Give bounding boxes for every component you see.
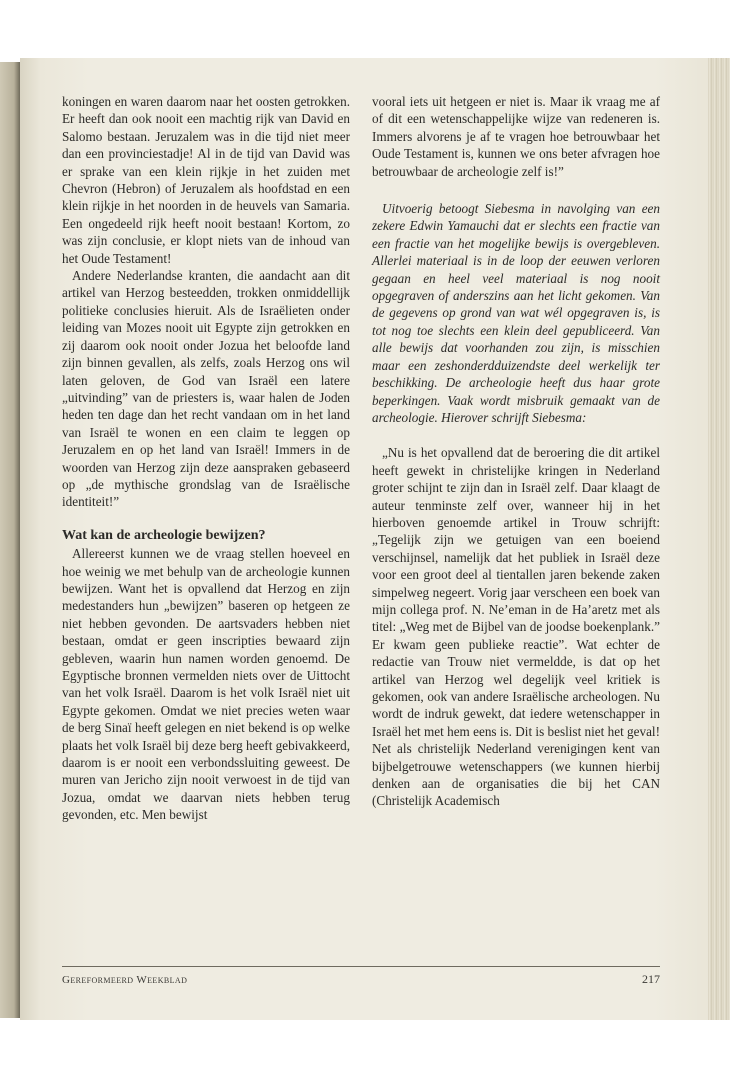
right-column: [372, 93, 660, 810]
section-heading: Wat kan de archeologie bewijzen?: [62, 527, 266, 543]
previous-page-edge: [0, 62, 20, 1018]
italic-paragraph: Uitvoerig betoogt Siebesma in navolging van een zekere Edwin Yamauchi dat er slechts een fractie van een fractie van het mogelijke bewijs is overgebleven. Allerlei materiaal is in de loop der eeuwen verloren gegaan en heel veel materiaal is nog nooit opgegraven of anderszins aan het licht gekomen. Van de gegevens op grond van wat wél opgegraven is, is tot nog toe slechts een klein deel gepubliceerd. Van alle bewijs dat voorhanden zou zijn, is misschien maar een zeshonderdduizendste deel werkelijk ter beschikking. De archeologie heeft dus haar grote beperkingen. Vaak wordt misbruik gemaakt van de archeologie. Hierover schrijft Siebesma:: [372, 201, 660, 425]
page-stack-edge: [708, 58, 730, 1020]
publication-title: Gereformeerd Weekblad: [62, 974, 188, 986]
paragraph: koningen en waren daarom naar het oosten getrokken. Er heeft dan ook nooit een machtig rijk van David en Salomo bestaan. Jeruzalem was in die tijd niet meer dan een provinciestadje! Al in de tijd van David was er sprake van een klein rijkje in het zuiden met Chevron (Hebron) of Jeruzalem als hoofdstad en een klein rijkje in het noorden in de heuvels van Samaria. Een ongedeeld rijk heeft nooit bestaan! Kortom, zo was zijn conclusie, er klopt niets van de inhoud van het Oude Testament!: [62, 94, 350, 266]
footer-divider: [62, 966, 660, 967]
paragraph: Allereerst kunnen we de vraag stellen hoeveel en hoe weinig we met behulp van de archeologie kunnen bewijzen. Want het is opvallend dat Herzog en zijn medestanders hun „bewijzen” baseren op hetgeen ze niet hebben gevonden. De aartsvaders hebben niet bestaan, omdat er geen inscripties bewaard zijn gebleven, waarin hun namen worden genoemd. De Egyptische bronnen vermelden niets over de Uittocht van het volk Israël. Daarom is het volk Israël niet uit Egypte gekomen. Omdat we niet precies weten waar de berg Sinaï heeft gelegen en niet bekend is op welke plaats het volk Israël bij deze berg heeft gebivakkeerd, daarom is er nooit een verbondssluiting geweest. De muren van Jericho zijn nooit verwoest in de tijd van Jozua, omdat we daarvan niets hebben terug gevonden, etc. Men bewijst: [62, 546, 350, 823]
quote-paragraph: „Nu is het opvallend dat de beroering die dit artikel heeft gewekt in christelijke kringen in Nederland groter schijnt te zijn dan in Israël zelf. Daar klaagt de auteur tenminste zelf over, wanneer hij in het hierboven genoemde artikel in Trouw schrijft: „Tegelijk zijn we getuigen van een boeiend verschijnsel, namelijk dat het publiek in Israël deze voor een groot deel al tientallen jaren bekende zaken simpelweg negeert. Vorig jaar verscheen een boek van mijn collega prof. N. Ne’eman in de Ha’aretz met als titel: „Weg met de Bijbel van de joodse boekenplank.” Er kwam geen publieke reactie”. Wat echter de redactie van Trouw niet vermeldde, is dat op het artikel van Herzog wel degelijk veel kritiek is gekomen, ook van andere Israëlische archeologen. Nu wordt de indruk gewekt, dat iedere wetenschapper in Israël het met hem eens is. Dit is beslist niet het geval! Net als christelijk Nederland verenigingen kent van bijbelgetrouwe wetenschappers (we kunnen hierbij denken aan de organisaties die bij het CAN (Christelijk Academisch: [372, 445, 660, 809]
paragraph: Andere Nederlandse kranten, die aandacht aan dit artikel van Herzog besteedden, trokken onmiddellijk politieke conclusies hieruit. Als de Israëlieten onder leiding van Mozes nooit uit Egypte zijn getrokken en zij daarom ook nooit onder Jozua het beloofde land zijn binnen gevallen, als zelfs, zoals Herzog ons wil laten geloven, de God van Israël een latere „uitvinding” van de priesters is, waar halen de Joden heden ten dage dan het recht vandaan om in het land van Israël te wonen en een claim te leggen op Jeruzalem en op het land van Israël! Immers in de woorden van Herzog zijn deze aanspraken gebaseerd op „de mythische grondslag van de Israëlische identiteit!”: [62, 268, 350, 510]
paragraph: vooral iets uit hetgeen er niet is. Maar ik vraag me af of dit een wetenschappelijke wijze van redeneren is. Immers alvorens je af te vragen hoe betrouwbaar het Oude Testament is, kunnen we ons beter afvragen hoe betrouwbaar de archeologie zelf is!”: [372, 94, 660, 179]
left-column: [62, 93, 350, 824]
page-number: 217: [642, 972, 660, 986]
